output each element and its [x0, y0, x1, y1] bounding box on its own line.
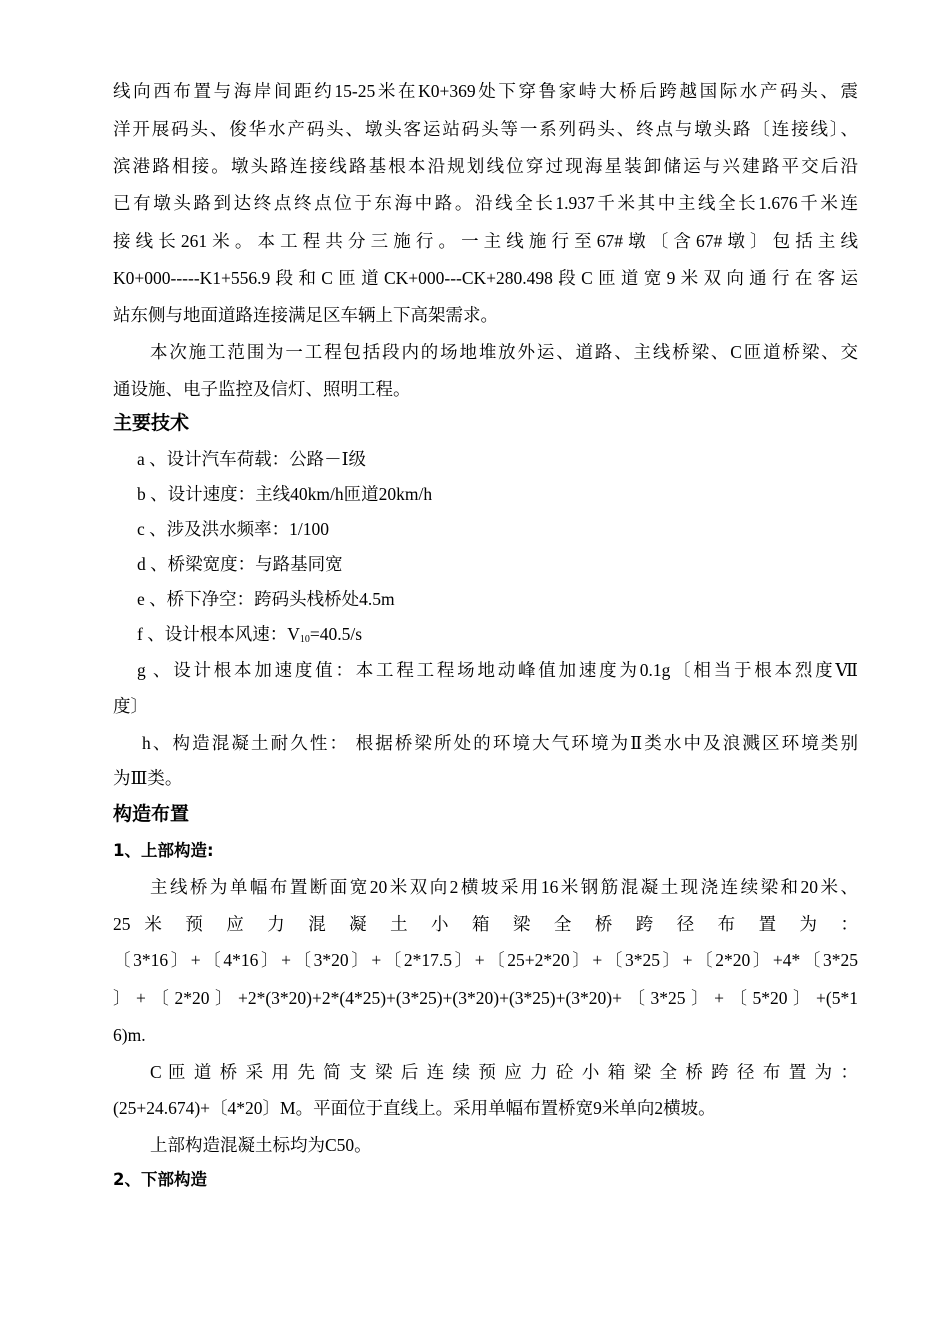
tech-item-h-line-1: h、构造混凝土耐久性： 根据桥梁所处的环境大气环境为Ⅱ类水中及浪溅区环境类别 — [142, 733, 858, 753]
tech-item-a: a 、设计汽车荷载：公路－Ⅰ级 — [137, 449, 367, 469]
upper-line-5: 6)m. — [113, 1025, 146, 1045]
scope-line-2: 通设施、电子监控及信灯、照明工程。 — [113, 379, 411, 399]
upper-line-3: 〔3*16〕+〔4*16〕+〔3*20〕+〔2*17.5〕+〔25+2*20〕+〔3*25〕+〔2*20〕+4*〔3*25 — [113, 950, 858, 970]
tech-item-h-line-2: 为Ⅲ类。 — [113, 768, 183, 788]
upper-structure-heading: 1、上部构造: — [113, 841, 214, 860]
intro-line-5: 接线长261米。本工程共分三施行。一主线施行至67#墩〔含67#墩〕包括主线 — [113, 231, 858, 251]
structure-heading: 构造布置 — [113, 803, 190, 825]
intro-line-1: 线向西布置与海岸间距约15-25米在K0+369处下穿鲁家峙大桥后跨越国际水产码头、震 — [113, 81, 858, 101]
tech-item-f-subscript: 10 — [299, 634, 310, 645]
intro-line-2: 洋开展码头、俊华水产码头、墩头客运站码头等一系列码头、终点与墩头路〔连接线〕、 — [113, 119, 858, 139]
upper-line-4: 〕+〔2*20〕+2*(3*20)+2*(4*25)+(3*25)+(3*20)+(3*25)+(3*20)+〔3*25〕+〔5*20〕+(5*1 — [113, 988, 858, 1008]
scope-line-1: 本次施工范围为一工程包括段内的场地堆放外运、道路、主线桥梁、C匝道桥梁、交 — [150, 342, 858, 362]
tech-item-c: c 、涉及洪水频率：1/100 — [137, 519, 330, 539]
tech-heading: 主要技术 — [113, 412, 190, 434]
tech-item-g-line-1: g 、设计根本加速度值：本工程工程场地动峰值加速度为0.1g〔相当于根本烈度Ⅶ — [137, 660, 858, 680]
intro-line-7: 站东侧与地面道路连接满足区车辆上下高架需求。 — [113, 305, 498, 325]
tech-item-f-prefix: f 、设计根本风速：V — [137, 624, 300, 644]
upper-line-2: 25 米 预 应 力 混 凝 土 小 箱 梁 全 桥 跨 径 布 置 为 ： — [113, 914, 858, 934]
upper-line-1: 主线桥为单幅布置断面宽20米双向2横坡采用16米钢筋混凝土现浇连续梁和20米、 — [150, 877, 858, 897]
intro-line-3: 滨港路相接。墩头路连接线路基根本沿规划线位穿过现海星装卸储运与兴建路平交后沿 — [113, 156, 858, 176]
tech-item-g-line-2: 度〕 — [113, 696, 148, 716]
concrete-grade-line: 上部构造混凝土标均为C50。 — [150, 1135, 372, 1155]
tech-item-d: d 、桥梁宽度：与路基同宽 — [137, 554, 343, 574]
c-ramp-line-1: C 匝 道 桥 采 用 先 简 支 梁 后 连 续 预 应 力 砼 小 箱 梁 全 桥 跨 径 布 置 为 ： — [150, 1062, 858, 1082]
tech-item-f — [137, 622, 858, 652]
intro-line-6: K0+000-----K1+556.9段和C匝道CK+000---CK+280.498段C匝道宽9米双向通行在客运 — [113, 268, 858, 288]
c-ramp-line-2: (25+24.674)+〔4*20〕M。平面位于直线上。采用单幅布置桥宽9米单向2横坡。 — [113, 1098, 716, 1118]
intro-line-4: 已有墩头路到达终点终点位于东海中路。沿线全长1.937千米其中主线全长1.676千米连 — [113, 193, 858, 213]
tech-item-f-suffix: =40.5/s — [309, 624, 363, 644]
tech-item-e: e 、桥下净空：跨码头栈桥处4.5m — [137, 589, 395, 609]
lower-structure-heading: 2、下部构造 — [113, 1170, 207, 1189]
tech-item-b: b 、设计速度：主线40km/h匝道20km/h — [137, 484, 433, 504]
